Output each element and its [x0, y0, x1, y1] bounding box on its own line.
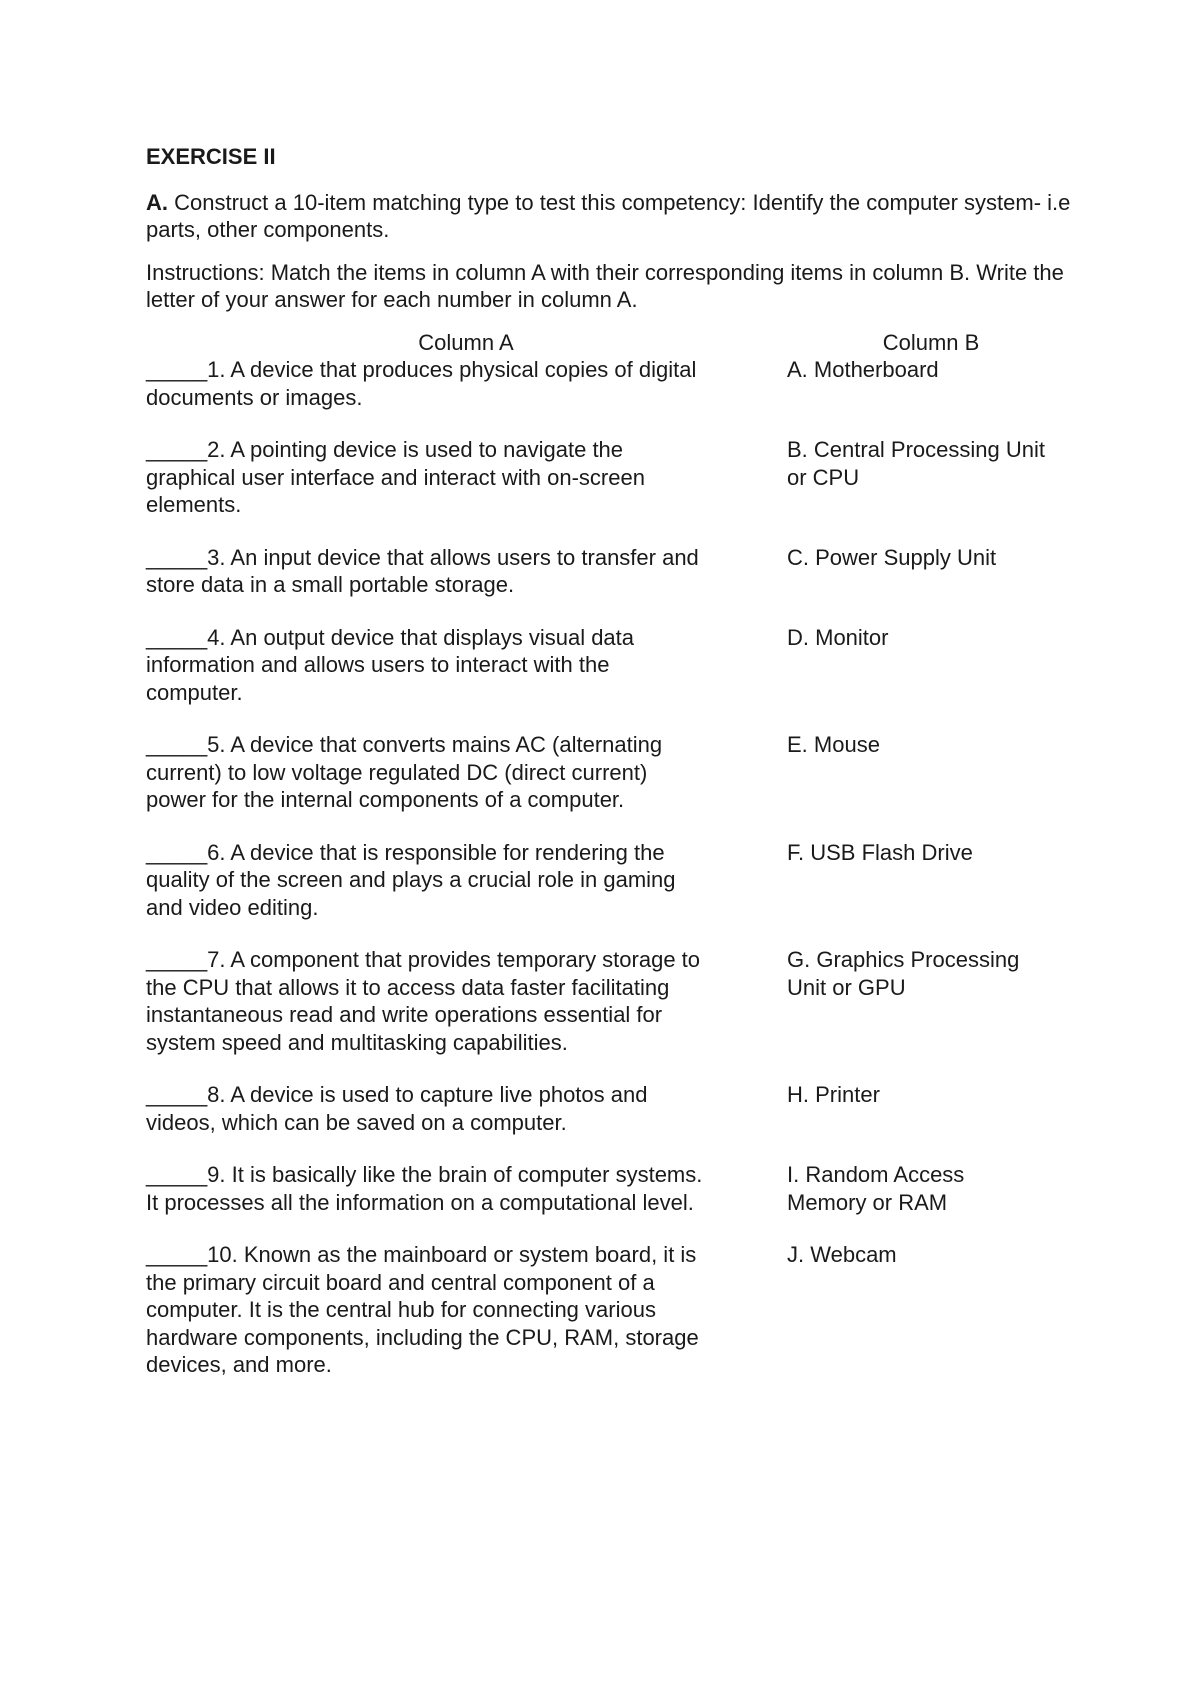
column-b-item: B. Central Processing Unit or CPU — [787, 437, 1045, 490]
matching-item-row — [146, 1161, 1076, 1216]
section-a-paragraph — [146, 189, 1076, 244]
column-a-item: _____1. A device that produces physical copies of digital documents or images. — [146, 357, 697, 410]
matching-item-row — [146, 1081, 1076, 1136]
instructions-paragraph: Instructions: Match the items in column A with their corresponding items in column B. Write the letter of your answer for each number in column A. — [146, 259, 1064, 312]
column-b-item: G. Graphics Processing Unit or GPU — [787, 947, 1020, 1000]
column-a-item: _____5. A device that converts mains AC (alternating current) to low voltage regulated DC (direct current) power for the internal components of a computer. — [146, 732, 663, 812]
column-b-item: J. Webcam — [787, 1242, 897, 1267]
column-b-item: D. Monitor — [787, 624, 889, 650]
column-a-item: _____10. Known as the mainboard or system board, it is the primary circuit board and central component of a computer. It is the central hub for connecting various hardware components, including the CPU, RAM, storage devices, and more. — [146, 1242, 699, 1377]
column-a-item: _____8. A device is used to capture live photos and videos, which can be saved on a computer. — [146, 1082, 648, 1135]
column-a-item: _____3. An input device that allows users to transfer and store data in a small portable storage. — [146, 544, 699, 597]
column-b-item: F. USB Flash Drive — [787, 839, 973, 865]
matching-item-row — [146, 624, 1076, 707]
column-b-item: I. Random Access Memory or RAM — [787, 1162, 965, 1215]
column-headers — [146, 329, 1076, 357]
column-b-header: Column B — [882, 329, 980, 355]
column-a-item: _____7. A component that provides temporary storage to the CPU that allows it to access data faster facilitating instantaneous read and write operations essential for system speed and multitasking capabilities. — [146, 947, 701, 1055]
column-b-item: A. Motherboard — [787, 357, 939, 382]
matching-item-row — [146, 436, 1076, 519]
matching-items — [146, 356, 1076, 1379]
matching-item-row — [146, 1241, 1076, 1379]
column-b-item: H. Printer — [787, 1082, 880, 1107]
column-a-item: _____2. A pointing device is used to navigate the graphical user interface and interact with on-screen elements. — [146, 437, 645, 517]
matching-item-row — [146, 839, 1076, 922]
column-a-item: _____4. An output device that displays visual data information and allows users to interact with the computer. — [146, 624, 635, 705]
column-a-header: Column A — [418, 329, 514, 355]
document-content — [146, 143, 1076, 1379]
matching-item-row — [146, 356, 1076, 411]
matching-item-row — [146, 544, 1076, 599]
exercise-title: EXERCISE II — [146, 144, 276, 169]
matching-item-row — [146, 946, 1076, 1056]
column-a-item: _____9. It is basically like the brain of computer systems. It processes all the information on a computational level. — [146, 1162, 703, 1215]
column-b-item: C. Power Supply Unit — [787, 544, 997, 570]
column-b-item: E. Mouse — [787, 732, 880, 757]
section-text: Construct a 10-item matching type to test this competency: Identify the computer system- i.e parts, other components. — [146, 189, 1071, 242]
matching-item-row — [146, 731, 1076, 814]
column-a-item: _____6. A device that is responsible for rendering the quality of the screen and plays a crucial role in gaming and video editing. — [146, 839, 676, 920]
section-label: A. — [146, 189, 168, 215]
